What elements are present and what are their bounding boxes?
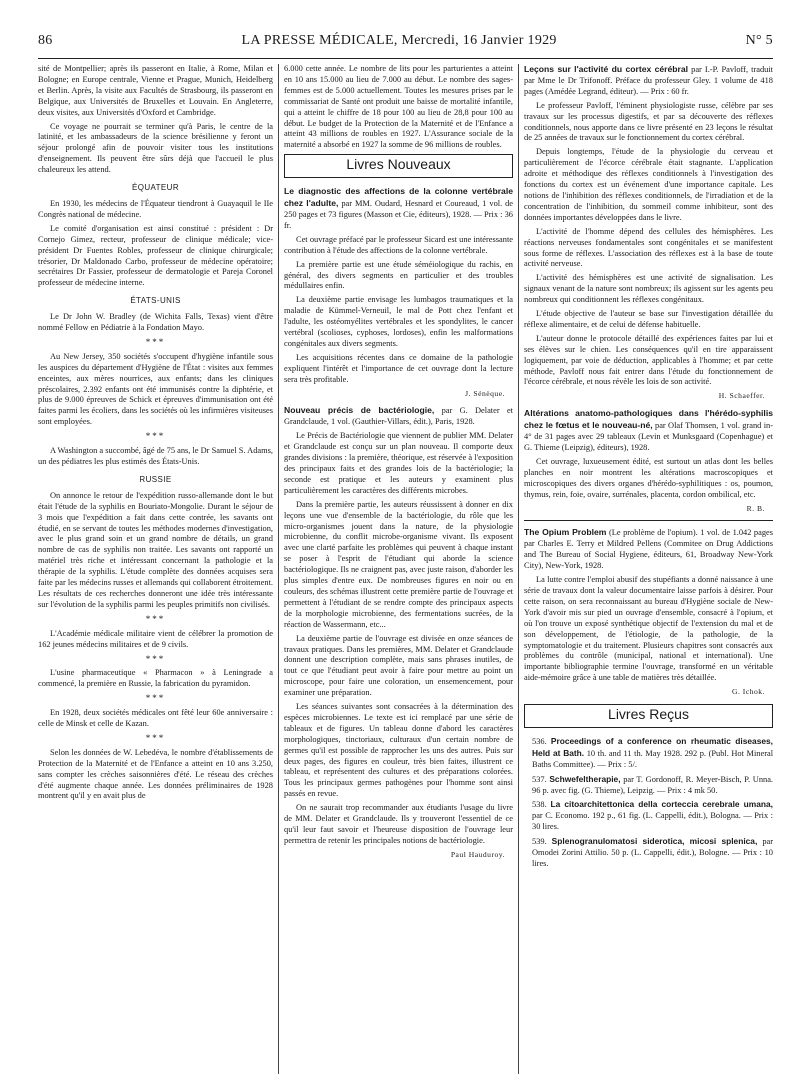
paragraph: Dans la première partie, les auteurs réussissent à donner en dix leçons une vue d'ensemble de la bactériologie, du rôle que les micro-organismes jouent dans la nature, de la physiologie microbienne, du conflit microbe-organisme vivant. Ils exposent avec une clarté parfaite les problèmes qui peuvent à chaque instant se poser à l'esprit de l'étudiant qui aborde la science bactériologique. Ils ne craignent pas, avec juste raison, d'aborder les plus simples d'entre eux. De nombreuses figures en noir ou en couleurs, des schémas illustrent cette première partie de l'ouvrage et permettent à l'étudiant de se rendre compte des principaux aspects de la morphologie microbienne, des fermentations sucrées, de la réaction de Wassermann, etc... — [284, 499, 513, 629]
paragraph: sité de Montpellier; après ils passeront en Italie, à Rome, Milan et Bologne; en Europe centrale, Vienne et Prague, Munich, Heidelberg et Berlin. Après, la visite aux Facultés de Strasbourg, ils passeront en Belgique, aux Universités de Bruxelles et Louvain. En Angleterre, deux visites, aux Universités d'Oxford et Cambridge. — [38, 64, 273, 117]
book-title: Altérations anatomo-pathologiques dans l'hérédo-syphilis chez le fœtus et le nouveau-né, — [524, 408, 773, 431]
book-meta: (Le problème de l'opium). 1 vol. de 1.042 pages par Charles E. Terry et Mildred Pellens (Commitee on Drug Addictions and The Bureau of Social Hygiene, éditeurs, 61, Broadway New-York City), New-York, 1928. — [524, 528, 773, 571]
section-divider — [524, 520, 773, 521]
review-signature: J. Sénèque. — [465, 388, 505, 398]
book-title: Nouveau précis de bactériologie, — [284, 405, 435, 416]
paragraph: Cet ouvrage, luxueusement édité, est surtout un atlas dont les belles planches en noir montrent les altérations macroscopiques et microscopiques des divers organes d'hérédo-syphilitiques : os, poumon, thymus, rein, foie, ovaire, surrénales, placenta, cordon ombilical, etc. — [524, 456, 773, 499]
paragraph: Ce voyage ne pourrait se terminer qu'à Paris, le centre de la latinité, et les ambassadeurs de la science brésilienne y feront un séjour prolongé afin de pouvoir visiter tous les institutions d'enseignement. Ils peuvent être sûrs déjà que l'accueil le plus chaleureux les attend. — [38, 121, 273, 175]
book-title: Leçons sur l'activité du cortex cérébral — [524, 64, 689, 74]
item-number: 537. — [532, 774, 547, 784]
item-title: Splenogranulomatosi siderotica, micosi splenica, — [551, 836, 758, 847]
asterism-separator: *** — [145, 431, 166, 442]
section-title: Livres Reçus — [608, 706, 689, 723]
paragraph: L'étude objective de l'auteur se base sur l'investigation détaillée du réflexe alimentaire, et de celui de défense habituelle. — [524, 309, 773, 329]
paragraph: En 1930, les médecins de l'Équateur tiendront à Guayaquil le IIe Congrès national de médecine. — [38, 198, 273, 219]
column-right — [524, 64, 773, 1074]
review-header — [524, 64, 773, 98]
list-item — [524, 799, 773, 833]
column-left — [38, 64, 273, 1074]
book-title: The Opium Problem — [524, 527, 607, 538]
asterism-separator: *** — [145, 693, 166, 704]
item-details: par T. Gordonoff, R. Meyer-Bisch, P. Unna. 96 p. avec fig. (G. Thieme), Leipzig. — Prix : 4 mk 50. — [532, 774, 773, 795]
issue-number: N° 5 — [745, 33, 773, 48]
paragraph: Le Dr John W. Bradley (de Wichita Falls, Texas) vient d'être nommé Fellow en Pédiatrie à la Fondation Mayo. — [38, 312, 273, 333]
item-title: Proceedings of a conference on rheumatic diseases, Held at Bath. — [532, 735, 773, 758]
section-title-box — [524, 704, 773, 728]
paragraph: L'activité de l'homme dépend des cellules des hémisphères. Les réactions nerveuses fondamentales sont congénitales et se manifestent sous forme de réflexes. L'association des réflexes est à la base de toute activité nerveuse. — [524, 226, 773, 269]
section-heading: ÉTATS-UNIS — [130, 296, 181, 306]
page-header — [38, 30, 773, 52]
list-item — [524, 736, 773, 771]
review-signature: G. Ichok. — [732, 687, 765, 697]
item-number: 538. — [532, 800, 547, 810]
paragraph: La deuxième partie de l'ouvrage est divisée en onze séances de travaux pratiques. Dans les premières, MM. Delater et Grandclaude donnent une description complète, mais sans phrases inutiles, de tout ce que l'étudiant peut avoir à faire pour mettre au point un microscope, pour faire une coloration, un ensemencement, pour examiner une préparation. — [284, 633, 513, 698]
review-header — [524, 408, 773, 454]
asterism-separator: *** — [145, 336, 166, 347]
list-item — [524, 774, 773, 797]
list-item — [524, 836, 773, 870]
item-details: par C. Economo. 192 p., 61 fig. (L. Cappelli, édit.), Bologna. — Prix : 30 lires. — [532, 811, 773, 832]
review-signature: H. Schaeffer. — [718, 391, 765, 401]
paragraph: L'Académie médicale militaire vient de célébrer la promotion de 162 jeunes médecins militaires et de 9 civils. — [38, 628, 273, 649]
paragraph: Cet ouvrage préfacé par le professeur Sicard est une intéressante contribution à l'étude des affections de la colonne vertébrale. — [284, 234, 513, 255]
book-meta: par MM. Oudard, Hesnard et Coureaud, 1 vol. de 250 pages et 73 figures (Masson et Cie, éditeurs), 1928. — Prix : 36 fr. — [284, 199, 513, 230]
paragraph: L'auteur donne le protocole détaillé des expériences faites par lui et ses élèves sur le chien. Les conséquences qu'il en tire apparaissent logiquement, par voie de déduction, applicables à l'homme; et par cette méthode, Pavloff nous fait entrer dans l'étude du fonctionnement de l'écorce cérébrale, et nous révèle les lois de son activité. — [524, 333, 773, 387]
paragraph: Les acquisitions récentes dans ce domaine de la pathologie expliquent l'intérêt et l'importance de cet ouvrage dont la lecture sera très profitable. — [284, 352, 513, 384]
item-details: par Omodei Zorini Attilio. 50 p. (L. Cappelli, édit.), Bologne. — Prix : 10 lires. — [532, 837, 773, 868]
asterism-separator: *** — [145, 613, 166, 624]
paragraph: On ne saurait trop recommander aux étudiants l'usage du livre de MM. Delater et Grandclaude. Ils y trouveront l'essentiel de ce qu'il leur faut savoir et l'heureuse disposition de l'ouvrage leur permettra de retenir les principales notions de bactériologie. — [284, 803, 513, 845]
paragraph: La première partie est une étude séméiologique du rachis, en général, des divers segments en particulier et des troubles médullaires enfin. — [284, 259, 513, 291]
header-rule — [38, 58, 773, 59]
item-number: 536. — [532, 736, 547, 746]
review-signature: R. B. — [746, 503, 765, 513]
paragraph: Le comité d'organisation est ainsi constitué : président : Dr Cornejo Gimez, recteur, professeur de clinique médicale; vice-président Dr Fuentes Robles, professeur de clinique chirurgicale; trésorier, Dr Maldonado Carbo, professeur de médecine opératoire; secrétaires Dr Fassier, professeur de dermatologie et Pareja Coronel professeur de médecine interne. — [38, 223, 273, 288]
section-title-box — [284, 154, 513, 178]
paragraph: Depuis longtemps, l'étude de la physiologie du cerveau et particulièrement de l'écorce cérébrale était stagnante. L'application adroite et méthodique des réflexes conditionnels à l'investigation des fonctions du cortex est un événement d'une importance capitale. Les notions de l'inhibition des réflexes conditionnels, de l'irradiation et de la concentration de l'inhibition, du sommeil comme inhibiteur, sont des données importantes développées dans le livre. — [524, 147, 773, 222]
book-title: Le diagnostic des affections de la colonne vertébrale chez l'adulte, — [284, 186, 513, 209]
review-header — [524, 527, 773, 572]
section-heading: RUSSIE — [139, 474, 172, 484]
paragraph: L'usine pharmaceutique « Pharmacon » à Leningrade a commencé, la première en Russie, la fabrication du pyramidon. — [38, 668, 273, 689]
asterism-separator: *** — [145, 653, 166, 664]
received-books-list — [524, 736, 773, 870]
page-number: 86 — [38, 33, 53, 48]
item-title: La citoarchitettonica della corteccia cerebrale umana, — [550, 799, 773, 810]
item-details: 10 th. and 11 th. May 1928. 292 p. (Publ. Hot Mineral Baths Committee). — Prix : 5/. — [532, 748, 773, 769]
column-divider — [278, 64, 279, 1074]
paragraph: L'activité des hémisphères est une activité de signalisation. Les signaux venant de la nature sont nombreux; ils agissent sur les agents peu nombreux qui conditionnent les réflexes congénitaux. — [524, 273, 773, 305]
review-header — [284, 186, 513, 232]
item-number: 539. — [532, 837, 547, 847]
book-meta: par I.-P. Pavloff, traduit par Mme le Dr Trifonoff. Préface du professeur Gley. 1 volume de 418 pages (Amédée Legrand, éditeur). — Prix : 60 fr. — [524, 65, 773, 96]
paragraph: La deuxième partie envisage les lumbagos traumatiques et la maladie de Kümmel-Verneuil, le mal de Pott chez l'enfant et l'adulte, les ostéomyélites vertébrales et les spondylites, le cancer vertébral (scolioses, cyphoses, lordoses), enfin les malformations congénitales aux divers segments. — [284, 295, 513, 348]
paragraph: Les séances suivantes sont consacrées à la détermination des espèces microbiennes. Le texte est ici remplacé par une série de tableaux et de figures. Un tableau donne d'abord les caractères morphologiques, tinctoriaux, culturaux d'un certain nombre de germes qu'il est possible de rapprocher les uns des autres. Puis sur deux pages, des figures en couleur, très bien faites, illustrent ce tableau, et représentent des cultures et des préparations colorées. Tous les principaux germes pathogènes pour l'homme sont ainsi passés en revue. — [284, 702, 513, 799]
paragraph: Selon les données de W. Lebedéva, le nombre d'établissements de Protection de la Maternité et de l'Enfance a atteint en 10 ans 3.250, sans compter les crèches saisonnières d'été. Le réseau des crèches d'été augmente chaque année. Les données préliminaires de 1928 montrent qu'il y en avait plus de — [38, 747, 273, 801]
paragraph: Le Précis de Bactériologie que viennent de publier MM. Delater et Grandclaude est conçu sur un plan nouveau. Il comporte deux grandes divisions : la première, théorique, est réservée à l'exposition des principaux faits et des grandes lois de la bactériologie; la seconde est pratique et les auteurs y examinent plus particulièrement les caractères des différents microbes. — [284, 431, 513, 495]
journal-title: LA PRESSE MÉDICALE, Mercredi, 16 Janvier 1929 — [241, 33, 557, 48]
section-heading: ÉQUATEUR — [131, 183, 180, 193]
section-title: Livres Nouveaux — [346, 156, 451, 173]
paragraph: La lutte contre l'emploi abusif des stupéfiants a donné naissance à une série de travaux dont la valeur documentaire laisse parfois à désirer. Pour cette raison, on sera reconnaissant au bureau d'Hygiène sociale de New-York d'avoir mis sur pied un ouvrage d'ensemble, consacré à l'opium, et où l'on trouve un exposé synthétique objectif de l'extension du mal et de son développement, de l'étiologie, de la pathologie, de la symptomatologie et du traitement. Plusieurs chapitres sont consacrés aux problèmes du contrôle (municipal, national et international). Une importante bibliographie termine l'ouvrage, transformé en un véritable aide-mémoire grâce à une table de matières très détaillée. — [524, 575, 773, 683]
review-header — [284, 405, 513, 428]
paragraph: A Washington a succombé, âgé de 75 ans, le Dr Samuel S. Adams, un des pédiatres les plus estimés des États-Unis. — [38, 446, 273, 466]
paragraph: On annonce le retour de l'expédition russo-allemande dont le but était l'étude de la syphilis en Bouriato-Mongolie. Durant le séjour de 3 mois que l'expédition a fait dans cette contrée, les savants ont étudié, en se servant de toutes les méthodes modernes d'investigation, avec le plus grand soin et un grand nombre de détails, un grand nombre de cas de syphilis non traitée. Les savants ont rapporté un matériel très riche et intéressant concernant la pathologie et la thérapie de la syphilis. L'étude complète des données acquises sera faite par les médecins russes et allemands qui collaborent étroitement. Les résultats de ces recherches donneront une idée très intéressante sur l'évolution de la syphilis parmi les peuples primitifs non civilisés. — [38, 490, 273, 609]
asterism-separator: *** — [145, 732, 166, 743]
column-divider — [518, 64, 519, 1074]
book-meta: par G. Delater et Grandclaude, 1 vol. (Gauthier-Villars, édit.), Paris, 1928. — [284, 406, 513, 427]
item-title: Schwefeltherapie, — [549, 773, 621, 784]
review-signature: Paul Hauduroy. — [450, 849, 505, 859]
book-meta: par Olaf Thomsen, 1 vol. grand in-4° de 31 pages avec 29 tableaux (Levin et Munksgaard (Copenhague) et G. Thieme (Leipzig), éditeurs), 1928. — [524, 421, 773, 452]
paragraph: Le professeur Pavloff, l'éminent physiologiste russe, célèbre par ses travaux sur les processus digestifs, et par sa découverte des réflexes conditionnels, nous apporte dans ce livre présenté en 23 leçons le résultat de 25 années de travaux sur le fonctionnement du cortex cérébral. — [524, 100, 773, 143]
paragraph: 6.000 cette année. Le nombre de lits pour les parturientes a atteint en 10 ans 15.000 au lieu de 7.000 au début. Le nombre des sages-femmes est de 5.000 actuellement. Toutes les mesures prises par le commissariat de Santé ont produit une baisse de mortalité infantile, qui a atteint le chiffre de 18 pour 100 au lieu de 28,8 pour 100 au début. Le budget de la Protection de la Maternité et de l'Enfance a atteint 43 millions de roubles en 1927. L'Assurance sociale de la maternité a absorbé en 1927 la somme de 96 millions de roubles. — [284, 64, 513, 150]
paragraph: Au New Jersey, 350 sociétés s'occupent d'hygiène infantile sous les auspices du département d'Hygiène de l'État : visites aux femmes enceintes, aux mères nourrices, aux enfants; dans les cliniques préscolaires, 2.392 enfants ont été immunisés contre la diphtérie, et plus de 9.000 épreuves de Schick et épreuves d'immunisation ont été faites parmi les écoliers, dans les sociétés où les infirmières visiteuses sont employées. — [38, 351, 273, 427]
paragraph: En 1928, deux sociétés médicales ont fêté leur 60e anniversaire : celle de Minsk et celle de Kazan. — [38, 708, 273, 729]
column-middle — [284, 64, 513, 1074]
